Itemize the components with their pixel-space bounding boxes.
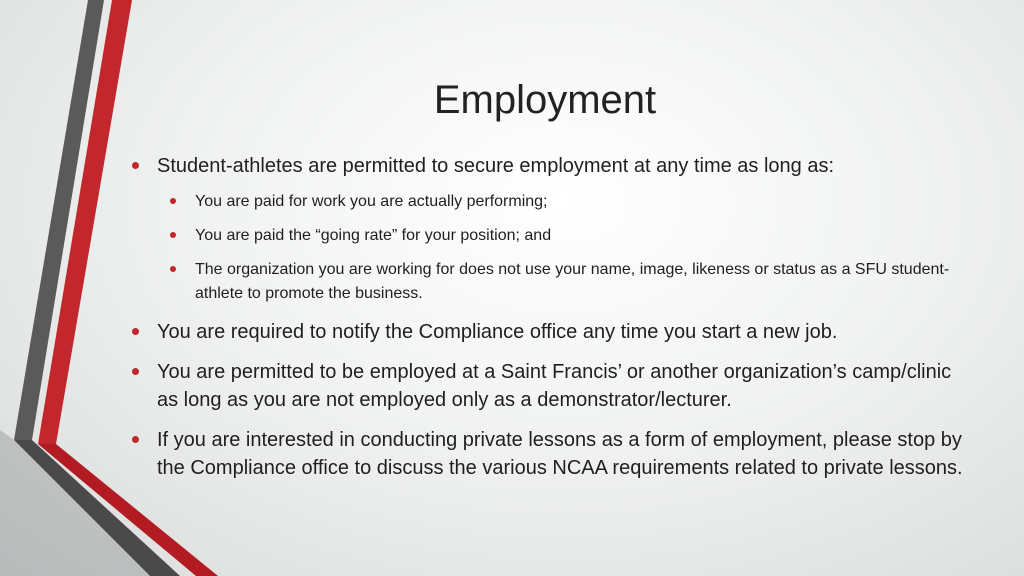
bullet-text: Student-athletes are permitted to secure employment at any time as long as: bbox=[157, 155, 835, 177]
bullet-list bbox=[130, 152, 970, 482]
bullet-dot-icon bbox=[170, 232, 176, 238]
bullet-text: The organization you are working for does not use your name, image, likeness or status as a SFU student-athlete to promote the business. bbox=[195, 261, 950, 302]
bullet-item bbox=[130, 358, 970, 414]
bullet-text: You are paid for work you are actually performing; bbox=[195, 193, 548, 210]
sub-bullet-item bbox=[168, 190, 970, 214]
bullet-item bbox=[130, 318, 970, 346]
bullet-dot-icon bbox=[132, 368, 139, 375]
sub-bullet-item bbox=[168, 258, 970, 306]
bullet-text: If you are interested in conducting private lessons as a form of employment, please stop by the Compliance office to discuss the various NCAA requirements related to private lessons. bbox=[157, 429, 963, 479]
bullet-dot-icon bbox=[170, 198, 176, 204]
bullet-dot-icon bbox=[132, 162, 139, 169]
bullet-dot-icon bbox=[170, 266, 176, 272]
bullet-item bbox=[130, 426, 970, 482]
bullet-text: You are required to notify the Compliance office any time you start a new job. bbox=[157, 321, 838, 343]
bullet-item bbox=[130, 152, 970, 180]
bullet-dot-icon bbox=[132, 328, 139, 335]
bullet-text: You are permitted to be employed at a Saint Francis’ or another organization’s camp/clinic as long as you are not employed only as a demonstrator/lecturer. bbox=[157, 361, 952, 411]
sub-bullet-item bbox=[168, 224, 970, 248]
bullet-text: You are paid the “going rate” for your position; and bbox=[195, 227, 552, 244]
bullet-dot-icon bbox=[132, 436, 139, 443]
slide-title: Employment bbox=[433, 78, 657, 122]
